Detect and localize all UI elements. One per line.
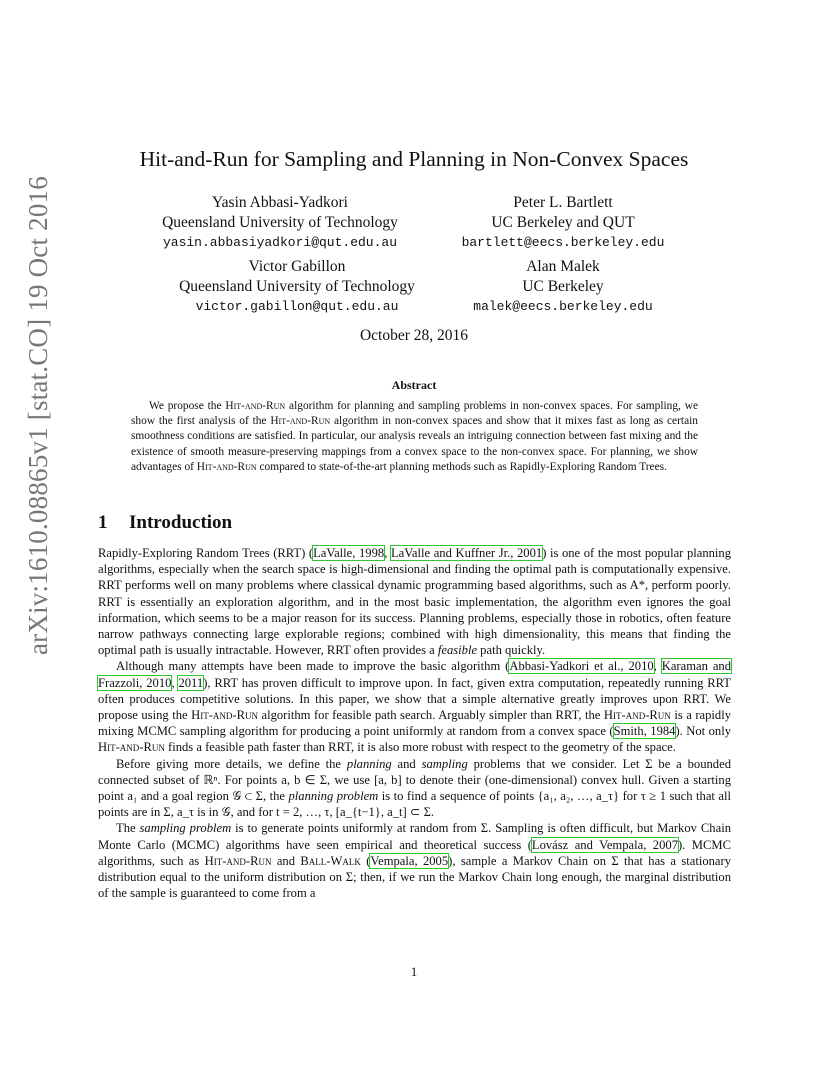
author-email[interactable]: malek@eecs.berkeley.edu [473,299,653,314]
citation-link[interactable]: 2011 [178,675,204,690]
author-block [413,193,713,253]
citation-link[interactable]: Abbasi-Yadkori et al., 2010 [509,659,654,674]
citation-link[interactable]: Vempala, 2005 [370,853,449,868]
section-title: Introduction [129,512,233,533]
paper-date: October 28, 2016 [359,327,469,344]
arxiv-identifier: arXiv:1610.08865v1 [stat.CO] 19 Oct 2016 [23,176,53,655]
author-affiliation: UC Berkeley and QUT [491,214,635,231]
author-name: Victor Gabillon [248,258,346,275]
author-email[interactable]: victor.gabillon@qut.edu.au [195,299,399,314]
author-affiliation: Queensland University of Technology [179,278,415,295]
author-name: Peter L. Bartlett [513,194,613,211]
author-name: Alan Malek [526,258,600,275]
citation-link[interactable]: Karaman and Frazzoli, 2010 [98,659,732,690]
paper-title: Hit-and-Run for Sampling and Planning in Non-Convex Spaces [139,147,689,171]
author-affiliation: Queensland University of Technology [162,214,398,231]
author-email[interactable]: bartlett@eecs.berkeley.edu [461,235,665,250]
paragraph: Although many attempts have been made to improve the basic algorithm (Abbasi-Yadkori et al., 2010, Karaman and Frazzoli, 2010, 2011), RRT has proven difficult to improve upon. In fact, given extra computation, repeatedly running RRT often produces competitive solutions. In this paper, we show that a simple alternative greatly improves upon RRT. We propose using the Hit-and-Run algorithm for feasible path search. Arguably simpler than RRT, the Hit-and-Run is a rapidly mixing MCMC sampling algorithm for producing a point uniformly at random from a convex space (Smith, 1984). Not only Hit-and-Run finds a feasible path faster than RRT, it is also more robust with respect to the geometry of the space. [98,659,732,755]
paragraph: The sampling problem is to generate points uniformly at random from Σ. Sampling is often difficult, but Markov Chain Monte Carlo (MCMC) algorithms have seen empirical and theoretical success (Lovász and Vempala, 2007). MCMC algorithms, such as Hit-and-Run and Ball-Walk (Vempala, 2005), sample a Markov Chain on Σ that has a stationary distribution equal to the uniform distribution on Σ; then, if we run the Markov Chain long enough, the marginal distribution of the sample is guaranteed to come from a [98,821,732,901]
paragraph: Rapidly-Exploring Random Trees (RRT) (LaValle, 1998, LaValle and Kuffner Jr., 2001) is one of the most popular planning algorithms, especially when the search space is high-dimensional and finding the optimal path is computationally expensive. RRT performs well on many problems where classical dynamic programming based algorithms, such as A*, perform poorly. RRT is essentially an exploration algorithm, and in the most basic implementation, the algorithm even ignores the goal information, which seems to be a major reason for its success. Planning problems, especially those in robotics, often feature narrow pathways connecting large explorable regions; combined with high dimensionality, this means that finding the optimal path is usually intractable. However, RRT often provides a feasible path quickly. [98,546,732,658]
citation-link[interactable]: Smith, 1984 [613,724,676,739]
abstract-heading: Abstract [391,378,437,392]
citation-link[interactable]: LaValle and Kuffner Jr., 2001 [390,546,543,560]
citation-link[interactable]: LaValle, 1998 [313,546,385,560]
section-number: 1 [98,512,108,533]
author-block [413,257,713,317]
page-number: 1 [410,964,418,979]
abstract-body: We propose the Hit-and-Run algorithm for planning and sampling problems in non-convex spaces. For sampling, we show the first analysis of the Hit-and-Run algorithm in non-convex spaces and show that it mixes fast as long as certain smoothness conditions are satisfied. In particular, our analysis reveals an intriguing connection between fast mixing and the existence of smooth measure-preserving mappings from a convex space to the non-convex space. For planning, we show advantages of Hit-and-Run compared to state-of-the-art planning methods such as Rapidly-Exploring Random Trees. [131,400,698,473]
paragraph: Before giving more details, we define the planning and sampling problems that we consider. Let Σ be a bounded connected subset of ℝⁿ. For points a, b ∈ Σ, we use [a, b] to denote their (one-dimensional) convex hull. Given a starting point a₁ and a goal region 𝒢 ⊂ Σ, the planning problem is to find a sequence of points {a₁, a₂, …, a_τ} for τ ≥ 1 such that all points are in Σ, a_τ is in 𝒢, and for t = 2, …, τ, [a_{t−1}, a_t] ⊂ Σ. [98,756,731,820]
section-heading [98,512,232,534]
author-email[interactable]: yasin.abbasiyadkori@qut.edu.au [162,235,398,250]
author-affiliation: UC Berkeley [522,278,604,295]
citation-link[interactable]: Lovász and Vempala, 2007 [531,837,678,852]
body-text [98,545,731,901]
author-name: Yasin Abbasi-Yadkori [212,194,348,211]
author-block [147,257,447,317]
author-block [130,193,430,253]
